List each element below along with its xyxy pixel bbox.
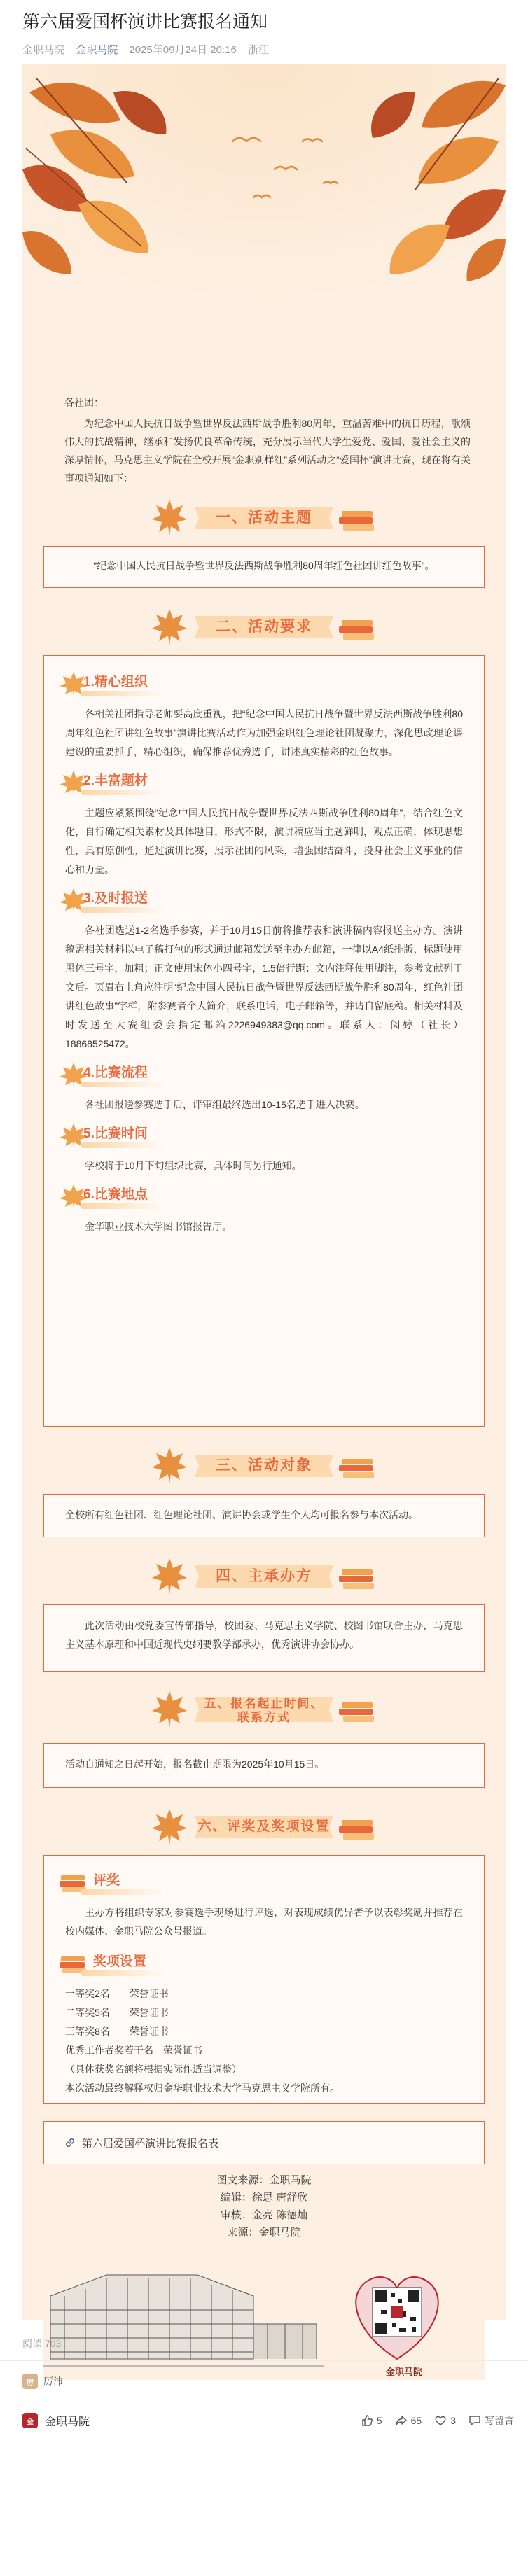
books-icon	[339, 1456, 375, 1480]
subscriber-row	[0, 2366, 528, 2397]
greeting-salutation: 各社团：	[64, 397, 104, 408]
publish-date: 2025年09月24日 20:16	[129, 44, 237, 56]
awards-box	[43, 1855, 485, 2104]
comment-label: 写留言	[485, 2415, 514, 2426]
audience-text: 全校所有红色社团、红色理论社团、演讲协会或学生个人均可报名参与本次活动。	[65, 1509, 418, 1520]
publish-location: 浙江	[248, 44, 270, 56]
requirement-heading: 4.比赛流程	[83, 1065, 148, 1080]
requirement-item	[65, 1182, 463, 1236]
audience-box	[43, 1494, 485, 1537]
section-head-theme	[22, 491, 506, 540]
section-title-requirements: 二、活动要求	[216, 619, 312, 635]
award-review-head	[60, 1868, 463, 1896]
requirement-heading: 5.比赛时间	[83, 1126, 148, 1141]
autumn-leaves-banner	[22, 64, 506, 379]
thumb-up-icon	[361, 2414, 373, 2427]
link-icon	[64, 2136, 76, 2149]
section-title-registration	[190, 1694, 338, 1728]
maple-leaf-icon	[152, 1446, 187, 1485]
section-head-awards	[22, 1800, 506, 1849]
attachment-link[interactable]	[43, 2121, 485, 2164]
subscriber-avatar: 厉	[22, 2374, 38, 2389]
award-prize-heading: 奖项设置	[93, 1954, 147, 1969]
maple-leaf-icon	[152, 1557, 187, 1596]
requirement-item	[65, 886, 463, 1054]
requirement-item	[65, 1060, 463, 1114]
requirement-text: 各相关社团指导老师要高度重视，把“纪念中国人民抗日战争暨世界反法西斯战争胜利80周年红色社团讲红色故事”演讲比赛活动作为加强金职红色理论社团凝聚力，深化思政理论课建设的重要抓手，精心组织，确保推荐优秀选手，讲述真实精彩的红色故事。	[65, 708, 463, 757]
greeting-body: 为纪念中国人民抗日战争暨世界反法西斯战争胜利80周年，重温苦难中的抗日历程，歌颂伟大的抗战精神，继承和发扬优良革命传统，充分展示当代大学生爱党、爱国、爱社会主义的深厚情怀，马克思主义学院在全校开展“金职别样红”系列活动之“爱国杯”演讲比赛，现在将有关事项通知如下：	[64, 418, 471, 484]
credit-line: 编辑：徐思 唐舒欣	[220, 2192, 308, 2204]
prize-line: （具体获奖名额将根据实际作适当调整）	[65, 2064, 242, 2075]
section-title-theme: 一、活动主题	[216, 510, 312, 526]
requirement-text: 学校将于10月下旬组织比赛，具体时间另行通知。	[85, 1160, 302, 1171]
like-button[interactable]	[361, 2414, 382, 2427]
books-icon	[339, 1700, 375, 1723]
section-head-requirements	[22, 601, 506, 650]
registration-text: 活动自通知之日起开始，报名截止期限为2025年10月15日。	[65, 1758, 325, 1770]
article-title: 第六届爱国杯演讲比赛报名通知	[22, 12, 268, 31]
prize-line: 优秀工作者奖若干名 荣誉证书	[65, 2045, 202, 2056]
section-head-audience	[22, 1439, 506, 1488]
prize-line: 一等奖2名 荣誉证书	[65, 1988, 169, 1999]
section-head-registration	[22, 1683, 506, 1732]
reply-count: 3	[450, 2415, 456, 2426]
requirement-text: 各社团选送1-2名选手参赛，并于10月15日前将推荐表和演讲稿内容报送主办方。演讲稿需相关材料以电子稿打包的形式通过邮箱发送至主办方邮箱，一律以A4纸排版，标题使用黑体三号字，加粗；正文使用宋体小四号字，1.5倍行距；文内注释使用脚注，参考文献列于文后。页眉右上角应注明“纪念中国人民抗日战争暨世界反法西斯战争胜利80周年，红色社团讲红色故事”字样，附参赛者个人简介，联系电话，电子邮箱等，并请自留底稿。相关材料及时发送至大赛组委会指定邮箱2226949383@qq.com。联系人：闵婷（社长）18868525472。	[65, 925, 463, 1049]
section-title-audience: 三、活动对象	[216, 1457, 312, 1474]
divider	[0, 2360, 528, 2361]
prize-line: 本次活动最终解释权归金华职业技术大学马克思主义学院所有。	[65, 2082, 340, 2094]
section-title-registration-line2: 联系方式	[237, 1711, 291, 1724]
requirement-text: 主题应紧紧围绕“纪念中国人民抗日战争暨世界反法西斯战争胜利80周年”，结合红色文化，自行确定相关素材及具体题目，形式不限，演讲稿应当主题鲜明，观点正确，体现思想性，具有原创性，通过演讲比赛，展示社团的风采，增强团结奋斗，投身社会主义事业的信心和力量。	[65, 807, 463, 875]
read-count: 阅读 703	[22, 2338, 62, 2349]
maple-leaf-icon	[152, 1807, 187, 1847]
comment-button[interactable]	[468, 2414, 514, 2428]
requirement-item	[65, 1121, 463, 1175]
share-button[interactable]	[395, 2414, 422, 2427]
attachment-label[interactable]: 第六届爱国杯演讲比赛报名表	[82, 2137, 219, 2150]
prize-line: 二等奖5名 荣誉证书	[65, 2007, 169, 2018]
books-icon	[339, 1817, 375, 1841]
credit-line: 图文来源：金职马院	[216, 2174, 312, 2186]
action-group	[361, 2405, 514, 2436]
credits-block	[22, 2171, 506, 2241]
requirement-heading: 3.及时报送	[83, 891, 148, 906]
maple-leaf-icon	[152, 608, 187, 647]
theme-box	[43, 546, 485, 588]
requirement-heading: 6.比赛地点	[83, 1187, 148, 1202]
heart-icon	[434, 2414, 447, 2427]
credit-line: 审核：金亮 陈德灿	[220, 2209, 308, 2221]
award-prize-head	[60, 1949, 463, 1977]
account-name-link[interactable]: 金职马院	[76, 44, 118, 56]
section-title-organizers: 四、主承办方	[216, 1568, 312, 1584]
requirement-text: 各社团报送参赛选手后，评审组最终选出10-15名选手进入决赛。	[85, 1099, 365, 1110]
requirement-item	[65, 670, 463, 762]
account-avatar[interactable]: 金	[22, 2413, 38, 2428]
greeting-block	[64, 393, 471, 487]
prize-line: 三等奖8名 荣誉证书	[65, 2026, 169, 2037]
requirements-box	[43, 655, 485, 1427]
section-head-organizers	[22, 1550, 506, 1599]
comment-icon	[468, 2414, 481, 2427]
maple-leaf-icon	[152, 498, 187, 538]
credit-line: 来源：金职马院	[227, 2227, 301, 2239]
section-title-awards: 六、评奖及奖项设置	[197, 1819, 331, 1834]
section-title-registration-line1: 五、报名起止时间、	[204, 1697, 324, 1710]
article-header	[0, 0, 528, 64]
organizers-box	[43, 1604, 485, 1672]
requirement-item	[65, 769, 463, 879]
subscriber-name: 厉沛	[43, 2376, 63, 2387]
registration-box	[43, 1743, 485, 1788]
award-review-text: 主办方将组织专家对参赛选手现场进行评选，对表现成绩优异者予以表彰奖励并推荐在校内媒体、金职马院公众号报道。	[65, 1907, 463, 1937]
wow-button[interactable]	[434, 2414, 456, 2427]
footer-account-name[interactable]: 金职马院	[45, 2416, 90, 2428]
requirement-heading: 2.丰富题材	[83, 774, 148, 788]
award-review-heading: 评奖	[93, 1873, 120, 1888]
books-icon	[339, 1567, 375, 1590]
account-action-bar	[0, 2405, 528, 2436]
like-count: 5	[376, 2415, 382, 2426]
share-icon	[395, 2414, 408, 2427]
requirement-heading: 1.精心组织	[83, 675, 148, 690]
requirement-text: 金华职业技术大学图书馆报告厅。	[85, 1221, 232, 1232]
maple-leaf-icon	[152, 1690, 187, 1729]
books-icon	[339, 508, 375, 532]
share-count: 65	[410, 2415, 422, 2426]
theme-text: “纪念中国人民抗日战争暨世界反法西斯战争胜利80周年红色社团讲红色故事”。	[93, 560, 435, 571]
qr-caption: 金职马院	[385, 2367, 422, 2377]
source-tag: 金职马院	[22, 44, 65, 56]
books-icon	[339, 617, 375, 641]
organizers-text: 此次活动由校党委宣传部指导，校团委、马克思主义学院、校图书馆联合主办，马克思主义基本原理和中国近现代史纲要教学部承办，优秀演讲协会协办。	[65, 1620, 463, 1650]
article-meta	[22, 42, 506, 57]
